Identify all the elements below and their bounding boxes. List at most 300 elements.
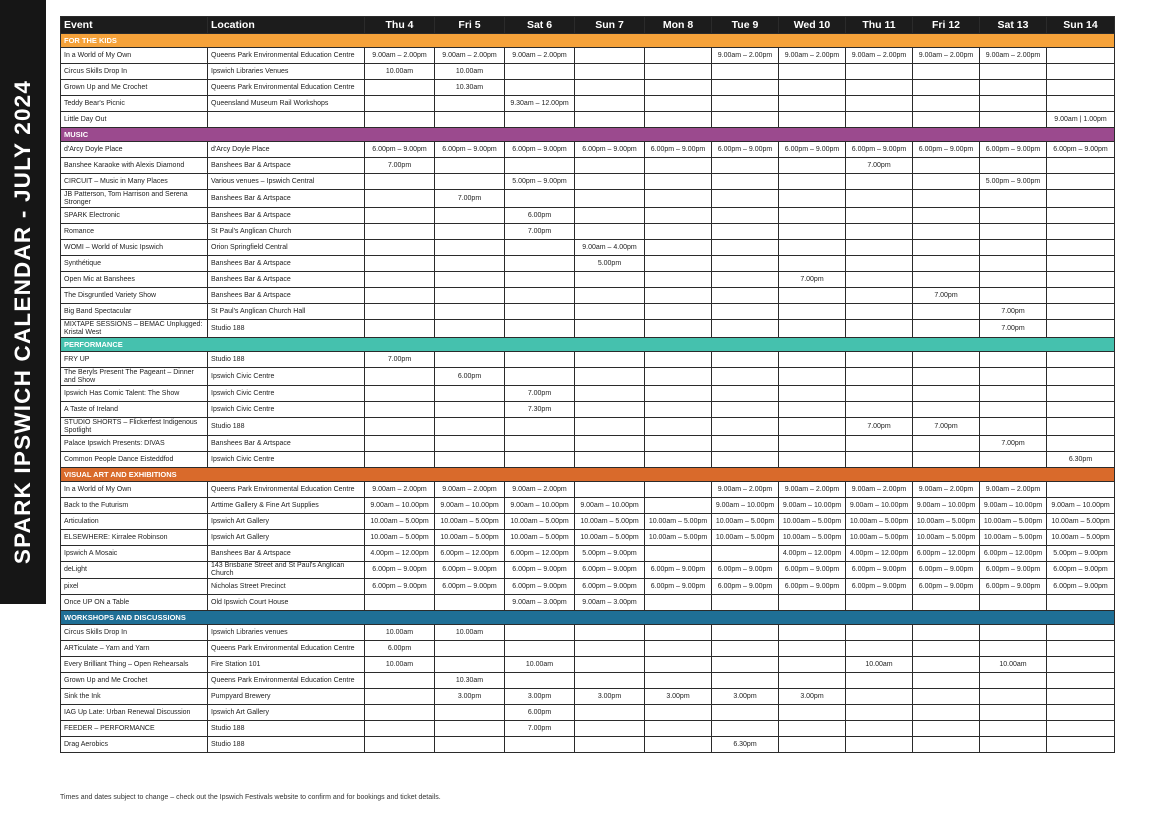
event-time [505,272,575,288]
event-row [61,482,1115,498]
event-time [365,402,435,418]
event-time: 9.00am – 2.00pm [505,48,575,64]
event-name: Drag Aerobics [61,737,208,753]
event-name: STUDIO SHORTS – Flickerfest Indigenous Spotlight [61,418,208,436]
event-time [779,625,846,641]
event-row [61,721,1115,737]
event-time [779,288,846,304]
event-time [645,112,712,128]
event-time [913,595,980,611]
event-time [712,112,779,128]
event-time: 6.00pm – 9.00pm [365,579,435,595]
event-time: 9.00am – 10.00pm [365,498,435,514]
event-row [61,705,1115,721]
event-time [913,174,980,190]
event-time: 10.00am [435,64,505,80]
event-time [980,689,1047,705]
event-time [913,705,980,721]
event-time [712,625,779,641]
event-time: 10.00am [980,657,1047,673]
event-time: 10.30am [435,673,505,689]
event-row [61,304,1115,320]
column-header-day: Fri 5 [435,17,505,34]
event-time: 9.00am – 10.00pm [913,498,980,514]
event-time [435,320,505,338]
event-time [645,641,712,657]
event-time [712,368,779,386]
event-time [365,174,435,190]
event-time [712,546,779,562]
event-time: 9.00am – 10.00pm [1047,498,1115,514]
event-time [505,737,575,753]
event-time [1047,595,1115,611]
event-time [575,304,645,320]
event-time [712,304,779,320]
event-time [846,288,913,304]
event-time: 9.00am – 10.00pm [846,498,913,514]
event-time: 10.00am – 5.00pm [1047,514,1115,530]
event-name: deLight [61,562,208,579]
event-time: 10.00am – 5.00pm [913,530,980,546]
event-time [1047,224,1115,240]
event-time: 10.00am – 5.00pm [645,514,712,530]
event-name: FEEDER – PERFORMANCE [61,721,208,737]
event-time: 10.00am – 5.00pm [980,530,1047,546]
event-time [712,595,779,611]
event-location: Queens Park Environmental Education Centre [208,482,365,498]
event-time: 6.00pm – 9.00pm [913,562,980,579]
event-time: 6.00pm [365,641,435,657]
event-time [913,304,980,320]
event-time: 6.00pm [435,368,505,386]
event-name: Circus Skills Drop In [61,625,208,641]
event-time: 6.00pm – 12.00pm [505,546,575,562]
event-time [980,641,1047,657]
event-time: 10.00am – 5.00pm [365,530,435,546]
event-time [575,482,645,498]
event-time [645,721,712,737]
event-time [980,64,1047,80]
event-time [645,737,712,753]
event-time: 10.00am – 5.00pm [365,514,435,530]
event-time [575,386,645,402]
event-time: 10.00am – 5.00pm [712,514,779,530]
section-header [61,611,1115,625]
event-time [365,418,435,436]
event-time: 7.00pm [846,158,913,174]
event-row [61,673,1115,689]
event-name: WOMI – World of Music Ipswich [61,240,208,256]
event-time [505,64,575,80]
event-time [980,737,1047,753]
event-time [779,174,846,190]
event-time [980,418,1047,436]
event-location: Ipswich Art Gallery [208,530,365,546]
event-row [61,272,1115,288]
event-time: 5.00pm – 9.00pm [980,174,1047,190]
event-row [61,80,1115,96]
event-time [712,352,779,368]
event-time [435,657,505,673]
event-time [779,224,846,240]
footnote: Times and dates subject to change – check out the Ipswich Festivals website to confirm and for bookings and ticket details. [60,794,441,801]
event-row [61,418,1115,436]
event-location: Banshees Bar & Artspace [208,288,365,304]
event-time [913,737,980,753]
event-time [913,386,980,402]
event-time: 9.00am – 10.00pm [575,498,645,514]
event-time [435,436,505,452]
event-time [913,158,980,174]
event-time [712,272,779,288]
section-title: MUSIC [61,128,1115,142]
column-header-day: Thu 4 [365,17,435,34]
event-time [435,288,505,304]
event-time: 3.00pm [575,689,645,705]
event-time: 6.00pm – 9.00pm [505,579,575,595]
event-row [61,174,1115,190]
event-time [1047,190,1115,208]
event-time: 6.30pm [1047,452,1115,468]
event-time [575,352,645,368]
event-row [61,595,1115,611]
event-time: 6.00pm – 9.00pm [712,562,779,579]
event-time [913,272,980,288]
event-time [435,96,505,112]
event-time [846,673,913,689]
event-time [365,595,435,611]
event-name: ELSEWHERE: Kirralee Robinson [61,530,208,546]
event-time [913,256,980,272]
event-time: 5.00pm – 9.00pm [575,546,645,562]
event-time [846,402,913,418]
section-header [61,34,1115,48]
event-location: St Paul's Anglican Church Hall [208,304,365,320]
event-name: Big Band Spectacular [61,304,208,320]
event-time: 6.00pm – 9.00pm [712,579,779,595]
event-location: Arttime Gallery & Fine Art Supplies [208,498,365,514]
sidebar-banner [0,0,46,604]
event-time [645,452,712,468]
event-location: Ipswich Civic Centre [208,402,365,418]
event-name: The Disgruntled Variety Show [61,288,208,304]
event-time [712,418,779,436]
event-time [980,208,1047,224]
event-time [365,256,435,272]
event-time [1047,272,1115,288]
event-time [575,418,645,436]
event-row [61,546,1115,562]
event-name: In a World of My Own [61,48,208,64]
event-time [913,80,980,96]
event-time [913,402,980,418]
event-time [913,64,980,80]
event-time: 3.00pm [645,689,712,705]
event-time: 7.00pm [365,158,435,174]
event-name: Palace Ipswich Presents: DIVAS [61,436,208,452]
event-time [779,352,846,368]
event-time [913,240,980,256]
event-time [1047,368,1115,386]
event-time: 6.00pm – 9.00pm [1047,579,1115,595]
event-name: In a World of My Own [61,482,208,498]
event-location: Queens Park Environmental Education Centre [208,641,365,657]
header-row [61,17,1115,34]
event-time [712,256,779,272]
event-time [645,174,712,190]
event-row [61,142,1115,158]
event-time: 10.00am [435,625,505,641]
event-name: Articulation [61,514,208,530]
event-location: Ipswich Civic Centre [208,368,365,386]
event-name: JB Patterson, Tom Harrison and Serena Stronger [61,190,208,208]
event-time: 6.00pm – 9.00pm [980,142,1047,158]
event-row [61,657,1115,673]
event-time [505,352,575,368]
event-time [712,402,779,418]
event-time [980,256,1047,272]
event-time [645,304,712,320]
column-header-event: Event [61,17,208,34]
event-location: Ipswich Civic Centre [208,386,365,402]
event-location: Studio 188 [208,418,365,436]
event-time: 9.00am – 10.00pm [712,498,779,514]
event-time: 9.00am – 10.00pm [980,498,1047,514]
event-time [645,402,712,418]
event-time [779,673,846,689]
event-time [365,96,435,112]
event-name: Grown Up and Me Crochet [61,673,208,689]
event-time [779,112,846,128]
event-time [575,452,645,468]
event-time [712,436,779,452]
event-time: 10.00am [365,64,435,80]
event-time: 10.00am – 5.00pm [846,514,913,530]
event-time [365,737,435,753]
event-time [779,402,846,418]
event-time [779,452,846,468]
event-time [575,436,645,452]
event-time [645,498,712,514]
event-time: 6.00pm – 9.00pm [575,579,645,595]
event-time: 9.00am – 2.00pm [435,482,505,498]
event-time [505,418,575,436]
event-name: ARTiculate – Yarn and Yarn [61,641,208,657]
event-time [645,256,712,272]
event-row [61,352,1115,368]
event-time: 9.30am – 12.00pm [505,96,575,112]
event-time [505,158,575,174]
event-time: 6.00pm – 9.00pm [846,142,913,158]
event-row [61,158,1115,174]
event-time [575,657,645,673]
event-time [645,272,712,288]
event-time [846,641,913,657]
event-time: 6.00pm – 9.00pm [365,562,435,579]
event-time [575,368,645,386]
event-time [365,272,435,288]
event-time [712,174,779,190]
event-time: 9.00am – 4.00pm [575,240,645,256]
event-time: 6.00pm – 9.00pm [435,142,505,158]
event-time [980,240,1047,256]
event-time [435,737,505,753]
event-time [645,625,712,641]
event-location: Banshees Bar & Artspace [208,256,365,272]
event-time [505,368,575,386]
column-header-day: Thu 11 [846,17,913,34]
event-time [365,224,435,240]
event-time [1047,657,1115,673]
event-time [712,705,779,721]
event-location: Ipswich Civic Centre [208,452,365,468]
event-time [575,174,645,190]
event-time [779,705,846,721]
event-time [1047,304,1115,320]
event-time [505,452,575,468]
event-time [575,673,645,689]
event-time [645,673,712,689]
column-header-day: Fri 12 [913,17,980,34]
event-time [645,482,712,498]
event-name: The Beryls Present The Pageant – Dinner and Show [61,368,208,386]
event-time [365,288,435,304]
event-time [779,657,846,673]
event-time: 6.00pm – 9.00pm [505,142,575,158]
event-time [435,352,505,368]
event-time [435,272,505,288]
event-name: Ipswich Has Comic Talent: The Show [61,386,208,402]
event-time [779,641,846,657]
event-time: 6.00pm [505,208,575,224]
event-row [61,562,1115,579]
event-name: SPARK Electronic [61,208,208,224]
event-row [61,625,1115,641]
event-time: 6.00pm – 12.00pm [435,546,505,562]
event-time [505,625,575,641]
event-time [913,721,980,737]
event-time [505,112,575,128]
event-time: 10.00am – 5.00pm [435,530,505,546]
event-time [365,208,435,224]
event-name: FRY UP [61,352,208,368]
event-time: 3.00pm [505,689,575,705]
event-name: Grown Up and Me Crochet [61,80,208,96]
event-time: 6.00pm – 9.00pm [980,579,1047,595]
event-time [712,320,779,338]
event-time [846,80,913,96]
event-name: Common People Dance Eisteddfod [61,452,208,468]
event-location: Banshees Bar & Artspace [208,436,365,452]
event-time [435,705,505,721]
event-time [779,96,846,112]
event-time [712,452,779,468]
event-time [505,436,575,452]
section-title: PERFORMANCE [61,338,1115,352]
event-time: 9.00am – 2.00pm [779,482,846,498]
event-time [846,190,913,208]
event-time: 6.00pm – 9.00pm [1047,142,1115,158]
event-time [1047,208,1115,224]
event-time [846,595,913,611]
event-time [846,208,913,224]
event-row [61,436,1115,452]
event-name: IAG Up Late: Urban Renewal Discussion [61,705,208,721]
event-time [435,174,505,190]
event-time [1047,418,1115,436]
event-name: Back to the Futurism [61,498,208,514]
event-time: 9.00am – 10.00pm [505,498,575,514]
event-time [505,320,575,338]
event-time [1047,352,1115,368]
event-time [365,112,435,128]
event-time [980,96,1047,112]
event-location [208,112,365,128]
event-time [575,96,645,112]
event-time [1047,673,1115,689]
event-location: Queens Park Environmental Education Centre [208,673,365,689]
event-time [645,418,712,436]
event-time [980,224,1047,240]
event-location: Banshees Bar & Artspace [208,208,365,224]
event-time [846,689,913,705]
event-row [61,48,1115,64]
event-time [435,304,505,320]
event-time [913,625,980,641]
event-time [435,595,505,611]
event-location: Fire Station 101 [208,657,365,673]
event-time [712,386,779,402]
event-time [779,386,846,402]
event-time: 9.00am – 2.00pm [505,482,575,498]
event-time [846,452,913,468]
event-time [435,418,505,436]
event-time [980,673,1047,689]
event-time: 6.00pm – 9.00pm [645,562,712,579]
event-time [846,96,913,112]
event-location: Studio 188 [208,721,365,737]
column-header-location: Location [208,17,365,34]
event-time [980,452,1047,468]
event-time [435,452,505,468]
event-time: 6.00pm – 9.00pm [435,579,505,595]
column-header-day: Sat 13 [980,17,1047,34]
event-time [1047,721,1115,737]
event-time [712,224,779,240]
event-time [365,386,435,402]
event-time [980,386,1047,402]
event-name: Ipswich A Mosaic [61,546,208,562]
event-time [1047,80,1115,96]
event-time: 5.00pm – 9.00pm [505,174,575,190]
event-time: 7.00pm [846,418,913,436]
event-location: Orion Springfield Central [208,240,365,256]
event-time: 6.00pm – 9.00pm [779,562,846,579]
event-time [846,625,913,641]
event-time [712,288,779,304]
event-time: 6.00pm – 9.00pm [505,562,575,579]
event-time [575,320,645,338]
event-time: 10.00am – 5.00pm [980,514,1047,530]
event-time [645,64,712,80]
event-time: 10.00am – 5.00pm [505,514,575,530]
event-time [712,721,779,737]
event-time: 9.00am – 2.00pm [980,482,1047,498]
event-time: 6.00pm – 9.00pm [575,562,645,579]
event-time: 10.00am – 5.00pm [575,514,645,530]
event-time [645,240,712,256]
event-time [645,208,712,224]
